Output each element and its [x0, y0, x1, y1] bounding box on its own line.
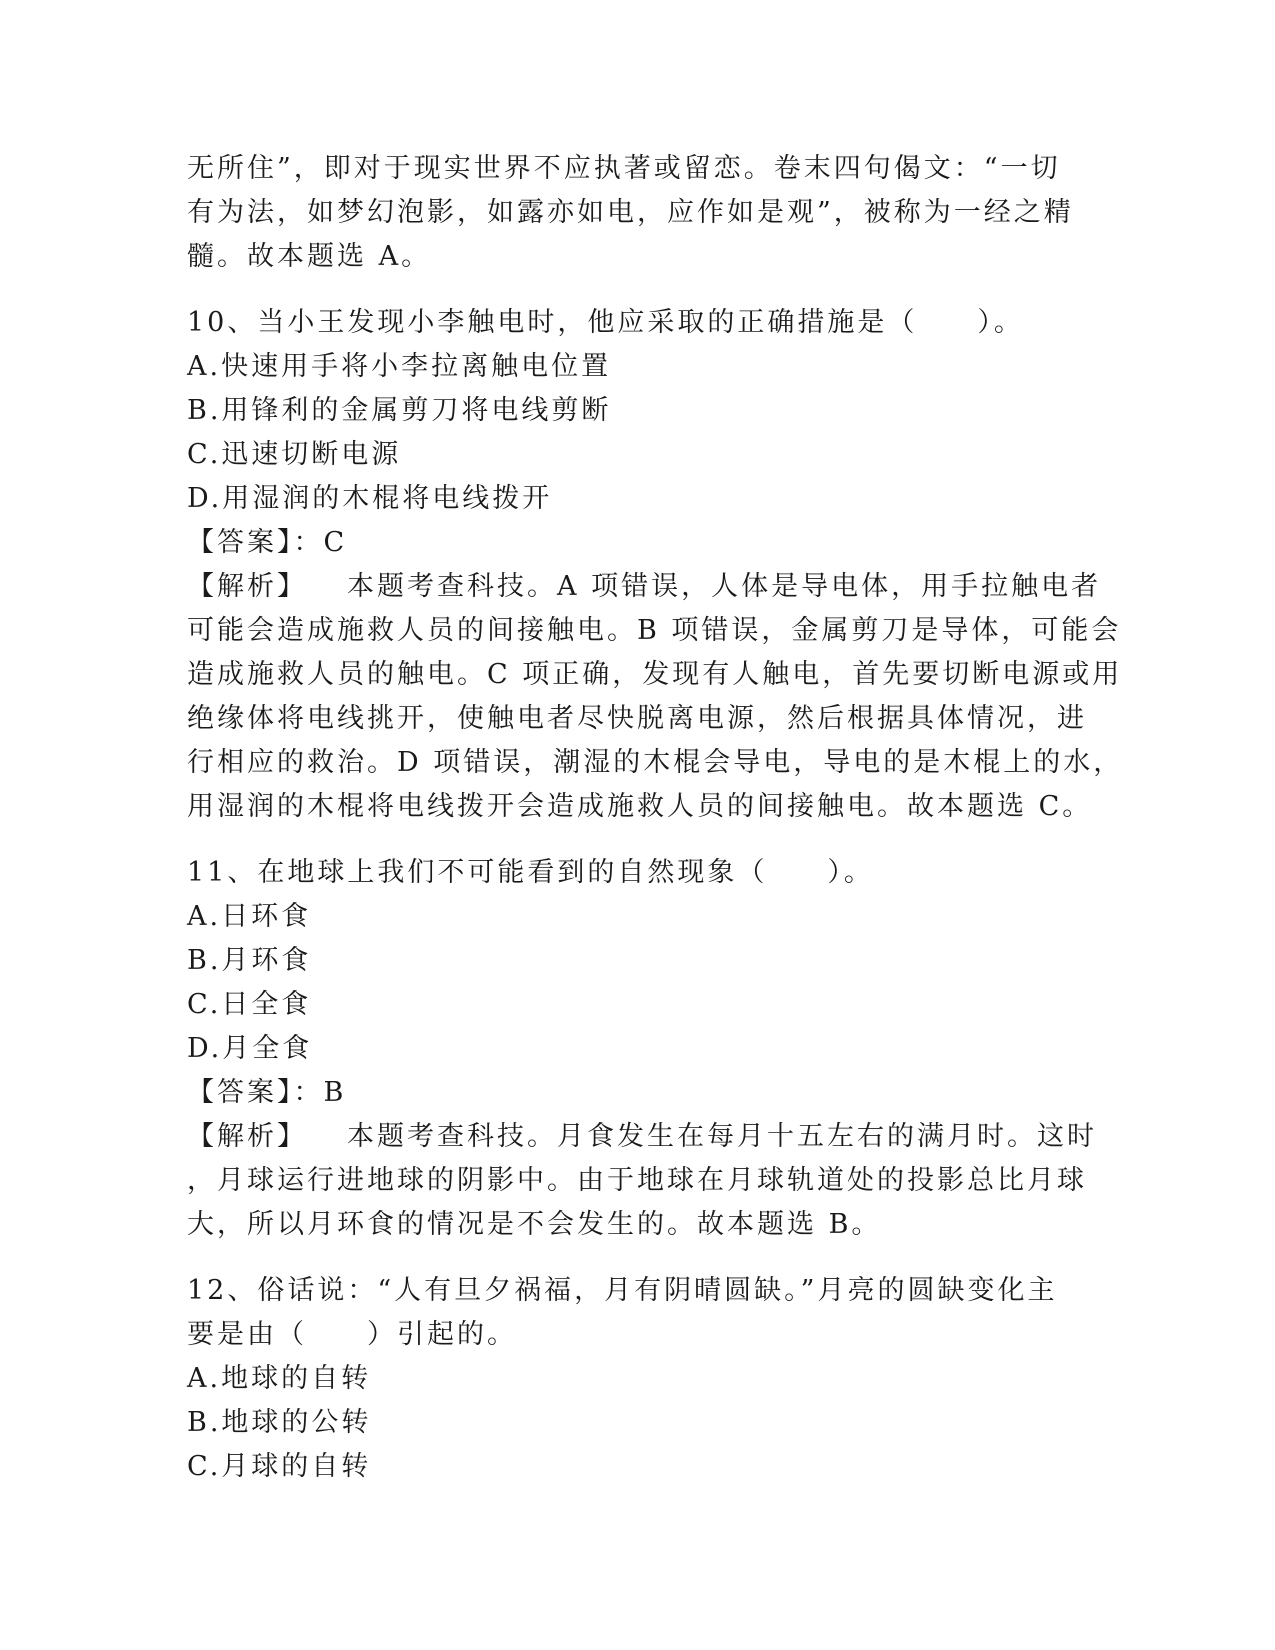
answer-label: 【答案】： [187, 1077, 324, 1108]
question-stem: 11、在地球上我们不可能看到的自然现象（ ）。 [187, 857, 874, 888]
answer-label: 【答案】： [187, 527, 324, 558]
option-d: D.用湿润的木棍将电线拨开 [187, 483, 553, 514]
analysis-line: 髓。故本题选 A。 [187, 241, 432, 272]
analysis-line: ，月球运行进地球的阴影中。由于地球在月球轨道处的投影总比月球 [187, 1165, 1087, 1196]
question-stem: 12、俗话说：“人有旦夕祸福，月有阴晴圆缺。”月亮的圆缺变化主 [187, 1275, 1058, 1306]
option-b: B.用锋利的金属剪刀将电线剪断 [187, 395, 612, 426]
analysis-label: 【解析】 [187, 571, 307, 602]
analysis-line: 无所住”，即对于现实世界不应执著或留恋。卷末四句偈文：“一切 [187, 153, 1061, 184]
analysis-line: 造成施救人员的触电。C 项正确，发现有人触电，首先要切断电源或用 [187, 659, 1123, 690]
analysis-line: 可能会造成施救人员的间接触电。B 项错误，金属剪刀是导体，可能会 [187, 615, 1122, 646]
answer-line [187, 521, 1087, 565]
option-a: A.地球的自转 [187, 1363, 372, 1394]
question-10 [187, 301, 1124, 829]
analysis-text: 本题考查科技。月食发生在每月十五左右的满月时。这时 [347, 1121, 1097, 1152]
analysis-line: 用湿润的木棍将电线拨开会造成施救人员的间接触电。故本题选 C。 [187, 791, 1093, 822]
previous-analysis-continuation [187, 147, 1087, 279]
option-d: D.月全食 [187, 1033, 313, 1064]
analysis-line: 大，所以月环食的情况是不会发生的。故本题选 B。 [187, 1209, 882, 1240]
document-page [187, 147, 1124, 1489]
analysis-text: 本题考查科技。A 项错误，人体是导电体，用手拉触电者 [347, 571, 1102, 602]
analysis-line [187, 565, 1102, 609]
analysis-line [187, 1115, 1097, 1159]
question-12 [187, 1269, 1087, 1489]
answer-line [187, 1071, 1087, 1115]
option-a: A.快速用手将小李拉离触电位置 [187, 351, 612, 382]
analysis-line: 绝缘体将电线挑开，使触电者尽快脱离电源，然后根据具体情况，进 [187, 703, 1087, 734]
option-b: B.月环食 [187, 945, 312, 976]
option-a: A.日环食 [187, 901, 312, 932]
option-c: C.月球的自转 [187, 1451, 372, 1482]
question-11 [187, 851, 1097, 1247]
answer-value: C [323, 527, 348, 558]
analysis-line: 行相应的救治。D 项错误，潮湿的木棍会导电，导电的是木棍上的水， [187, 747, 1124, 778]
answer-value: B [323, 1077, 347, 1108]
question-stem: 10、当小王发现小李触电时，他应采取的正确措施是（ ）。 [187, 307, 1024, 338]
question-stem: 要是由（ ）引起的。 [187, 1319, 517, 1350]
analysis-label: 【解析】 [187, 1121, 307, 1152]
option-c: C.迅速切断电源 [187, 439, 402, 470]
analysis-line: 有为法，如梦幻泡影，如露亦如电，应作如是观”，被称为一经之精 [187, 197, 1074, 228]
option-c: C.日全食 [187, 989, 312, 1020]
option-b: B.地球的公转 [187, 1407, 372, 1438]
